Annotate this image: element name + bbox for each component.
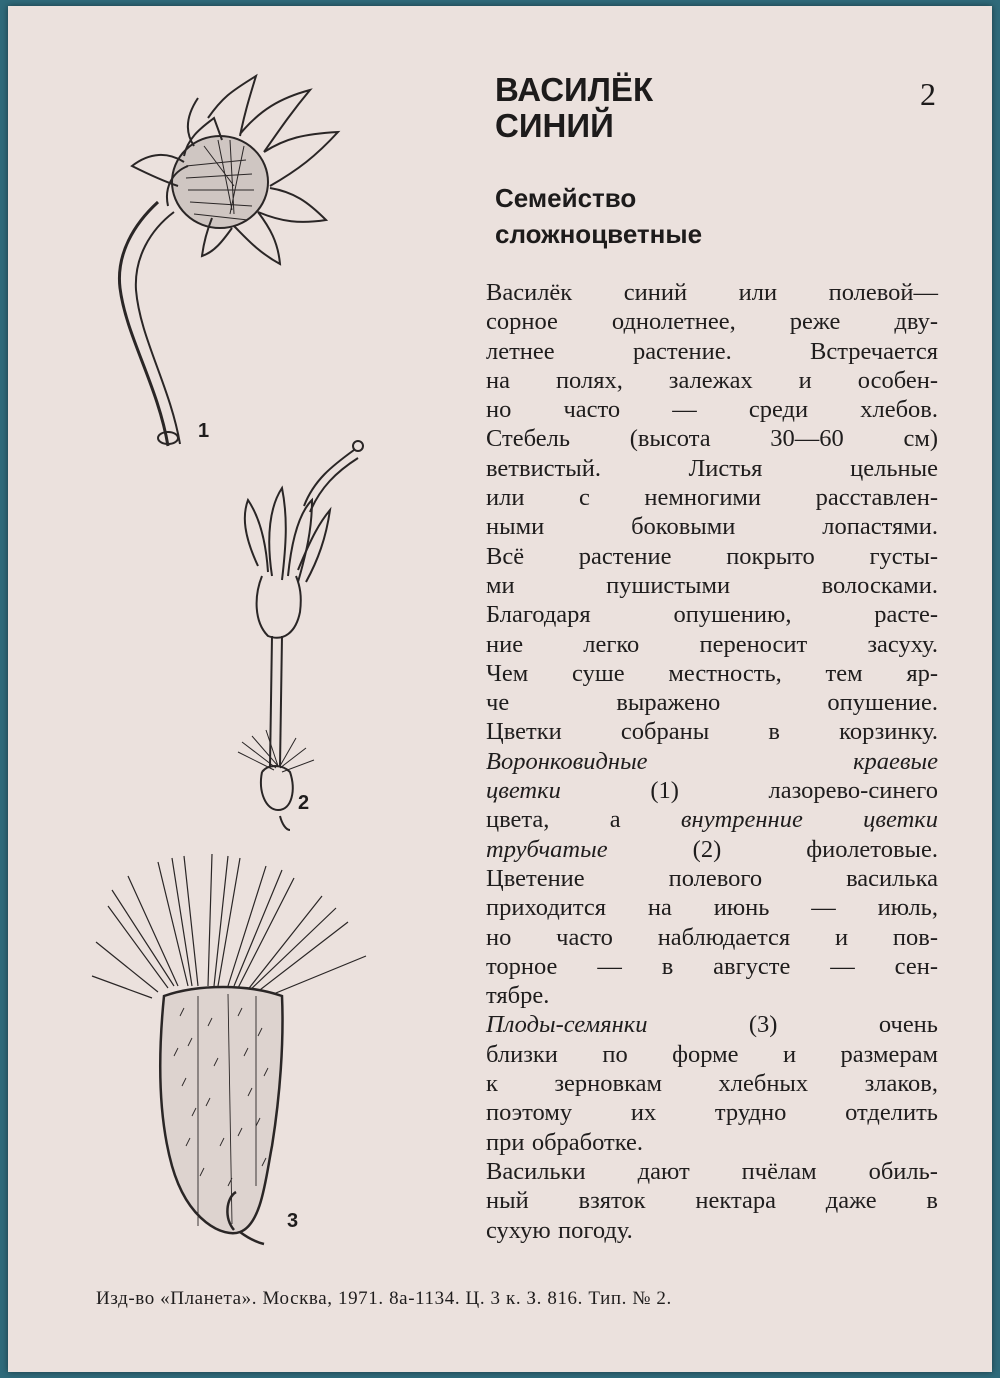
card-title [495,72,653,144]
text-word: или [486,484,525,512]
text-word: пушистыми [606,571,731,599]
text-word: — [830,952,855,980]
text-word: полях, [555,366,623,394]
text-word: дву- [894,308,938,336]
text-word: че [486,689,510,717]
text-word: в [926,1187,938,1215]
text-word: опушение. [827,689,938,717]
text-word: (высота [629,425,711,453]
text-word: залежах [668,366,753,394]
text-word: цвета, [486,806,550,834]
postcard [8,6,992,1372]
text-word: внутренние [680,806,803,834]
text-word: сен- [894,952,938,980]
text-word: Цветки [486,718,562,746]
text-word: обиль- [868,1157,938,1185]
text-word: обработке. [531,1128,644,1156]
text-word: лазорево-синего [768,777,938,805]
text-word: особен- [857,366,938,394]
text-word: сухую [486,1216,551,1244]
text-word: сорное [486,308,558,336]
text-line [486,337,938,366]
text-line [486,454,938,483]
text-word: часто [556,923,613,951]
text-word: местность, [668,659,782,687]
text-word: Плоды-семянки [486,1011,648,1039]
text-word: ный [486,1187,529,1215]
text-line [486,1157,938,1186]
text-word: летнее [486,337,555,365]
text-word: трудно [714,1099,787,1127]
text-word: близки [486,1040,558,1068]
family-heading-line-2: сложноцветные [495,219,703,249]
text-line [486,747,938,776]
family-heading [495,180,702,252]
text-line [486,630,938,659]
text-line [486,395,938,424]
figure-label-1: 1 [198,420,210,442]
text-word: форме [672,1040,739,1068]
text-line [486,981,938,1010]
text-word: фиолетовые. [806,835,938,863]
text-word: однолетнее, [611,308,736,336]
publisher-imprint: Изд-во «Планета». Москва, 1971. 8а-1134. Ц. 3 к. З. 816. Тип. № 2. [96,1288,672,1309]
text-word: Всё [486,542,525,570]
text-line [486,923,938,952]
text-word: Стебель [486,425,571,453]
text-word: переносит [699,630,808,658]
text-word: Цветение [486,864,585,892]
text-word: их [630,1099,657,1127]
description-text [486,278,938,1245]
text-word: реже [789,308,841,336]
text-word: в [768,718,780,746]
text-word: яр- [906,659,938,687]
text-word: тябре. [486,982,550,1010]
text-word: лопастями. [822,513,938,541]
text-word: растение [578,542,672,570]
tubular-floret-illustration [208,426,408,826]
text-word: и [834,923,849,951]
text-word: цельные [850,454,938,482]
text-line [486,1040,938,1069]
text-line [486,688,938,717]
cornflower-head-illustration [8,6,348,446]
text-line [486,424,938,453]
card-title-line-2: СИНИЙ [495,107,614,144]
text-word: волосками. [821,571,938,599]
text-word: отделить [845,1099,938,1127]
text-word: хлебов. [860,396,938,424]
text-line [486,659,938,688]
text-word: и [798,366,812,394]
text-word: полевого [668,864,763,892]
text-word: Чем [486,659,529,687]
text-line [486,278,938,307]
figure-label-3: 3 [287,1210,299,1232]
text-word: взяток [578,1187,646,1215]
text-word: расставлен- [815,484,938,512]
figure-label-2: 2 [298,792,310,814]
text-line [486,864,938,893]
text-word: — [811,894,836,922]
text-word: с [579,484,590,512]
text-word: даже [825,1187,877,1215]
text-line [486,1186,938,1215]
text-word: синий [623,279,688,306]
text-word: покрыто [726,542,815,570]
text-word: легко [583,630,640,658]
text-word: корзинку. [839,718,938,746]
text-word: собраны [620,718,710,746]
text-word: к [486,1070,498,1098]
text-word: Встречается [810,337,938,365]
text-word: немногими [644,484,762,512]
text-word: размерам [840,1040,938,1068]
text-word: Василёк [486,279,573,306]
text-word: Благодаря [486,601,591,629]
achene-fruit-illustration [88,846,388,1246]
text-word: пчёлам [741,1157,817,1185]
text-line [486,483,938,512]
text-line [486,835,938,864]
text-line [486,1216,938,1245]
text-word: полевой— [828,279,938,306]
text-word: очень [878,1011,938,1039]
text-word: цветки [486,777,561,805]
text-line [486,1010,938,1039]
text-word: на [486,366,510,394]
text-word: часто [563,396,621,424]
text-word: среди [748,396,809,424]
text-word: приходится [486,894,607,922]
text-word: ми [486,571,515,599]
text-line [486,893,938,922]
text-line [486,307,938,336]
text-word: — [672,396,697,424]
text-word: а [609,806,621,834]
text-word: василька [846,864,938,892]
text-word: ветвистый. [486,454,601,482]
text-word: трубчатые [486,835,608,863]
text-word: ние [486,630,524,658]
text-word: (3) [748,1011,778,1039]
text-word: или [738,279,778,306]
text-line [486,542,938,571]
text-line [486,776,938,805]
text-line [486,952,938,981]
text-word: ными [486,513,545,541]
text-word: июль, [877,894,938,922]
text-word: (2) [692,835,722,863]
text-word: пов- [892,923,938,951]
text-word: наблюдается [657,923,791,951]
text-word: Листья [688,454,763,482]
text-word: (1) [650,777,679,805]
text-word: нектара [695,1187,776,1215]
text-line [486,600,938,629]
text-word: но [486,923,512,951]
text-word: 30—60 [770,425,844,453]
text-word: июнь [713,894,770,922]
text-word: августе [713,952,791,980]
text-line [486,1098,938,1127]
text-word: краевые [853,747,938,775]
text-line [486,512,938,541]
card-title-line-1: ВАСИЛЁК [495,71,654,108]
text-word: Васильки [486,1157,586,1185]
text-word: по [602,1040,628,1068]
text-word: хлебных [718,1070,809,1098]
text-word: опушению, [673,601,792,629]
text-word: цветки [863,806,938,834]
family-heading-line-1: Семейство [495,183,637,213]
text-word: расте- [874,601,938,629]
text-line [486,571,938,600]
text-word: суше [572,659,625,687]
text-word: — [597,952,622,980]
text-word: и [782,1040,797,1068]
text-word: погоду. [558,1216,633,1244]
text-word: но [486,396,512,424]
text-word: тем [825,659,863,687]
text-word: злаков, [864,1070,938,1098]
text-word: при [486,1128,525,1156]
text-word: в [661,952,674,980]
text-line [486,717,938,746]
text-word: боковыми [631,513,736,541]
text-word: зерновкам [554,1070,663,1098]
text-line [486,1069,938,1098]
text-word: торное [486,952,558,980]
text-line [486,1128,938,1157]
text-word: на [647,894,672,922]
text-line [486,366,938,395]
text-word: дают [637,1157,690,1185]
text-word: выражено [616,689,721,717]
text-word: Воронковидные [486,747,648,775]
card-number: 2 [920,76,936,112]
text-word: см) [903,425,938,453]
text-word: густы- [869,542,938,570]
text-word: растение. [632,337,732,365]
text-word: засуху. [867,630,938,658]
text-word: поэтому [486,1099,573,1127]
text-line [486,805,938,834]
